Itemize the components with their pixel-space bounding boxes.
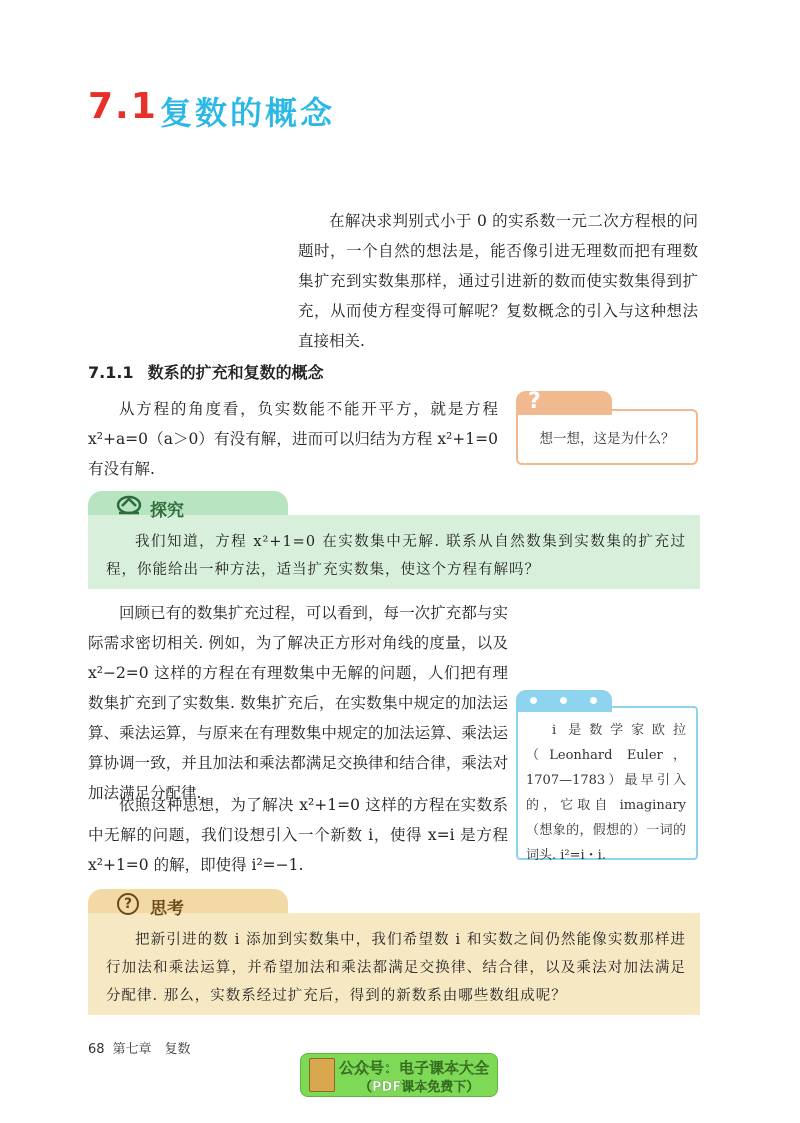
dot-icon xyxy=(560,697,567,704)
paragraph-1: 从方程的角度看，负实数能不能开平方，就是方程 x²+a=0（a＞0）有没有解，进而可以归结为方程 x²+1=0 有没有解. xyxy=(88,400,498,478)
question-box-tab xyxy=(516,391,612,415)
page-footer xyxy=(88,1038,191,1057)
question-mark-icon: ? xyxy=(528,389,541,414)
side-note-box xyxy=(516,690,698,863)
page-number: 68 xyxy=(88,1042,105,1057)
note-box-tab xyxy=(516,690,612,712)
section-number: 7.1 xyxy=(88,86,158,127)
side-question-box xyxy=(516,391,698,463)
explore-label: 探究 xyxy=(150,501,184,521)
subsection-number: 7.1.1 xyxy=(88,363,134,382)
explore-text: 我们知道，方程 x²+1=0 在实数集中无解. 联系从自然数集到实数集的扩充过程，你能给出一种方法，适当扩充实数集，使这个方程有解吗？ xyxy=(106,534,686,578)
watermark-banner xyxy=(300,1053,498,1097)
think-text: 把新引进的数 i 添加到实数集中，我们希望数 i 和实数之间仍然能像实数那样进行加法和乘法运算，并希望加法和乘法都满足交换律、结合律，以及乘法对加法满足分配律. 那么，实数系经过扩充后，得到的新数系由哪些数组成呢？ xyxy=(106,932,686,1004)
question-circle-icon: ? xyxy=(117,893,139,915)
book-icon xyxy=(309,1058,335,1092)
page-title: 复数的概念 xyxy=(160,94,336,132)
watermark-line-1: 公众号：电子课本大全 xyxy=(339,1059,490,1077)
paragraph-2: 回顾已有的数集扩充过程，可以看到，每一次扩充都与实际需求密切相关. 例如，为了解决正方形对角线的度量，以及 x²−2=0 这样的方程在有理数集中无解的问题，人们把有理数集扩充到了实数集. 数集扩充后，在实数集中规定的加法运算、乘法运算，与原来在有理数集中规定的加法运算、乘法运算协调一致，并且加法和乘法都满足交换律和结合律，乘法对加法满足分配律. xyxy=(88,604,508,802)
dot-icon xyxy=(590,697,597,704)
think-label: 思考 xyxy=(150,899,184,919)
note-text: i 是数学家欧拉（Leonhard Euler，1707—1783）最早引入的，它取自 imaginary（想象的，假想的）一词的词头. i²=i・i. xyxy=(526,723,686,863)
dot-icon xyxy=(530,697,537,704)
intro-paragraph: 在解决求判别式小于 0 的实系数一元二次方程根的问题时，一个自然的想法是，能否像引进无理数而把有理数集扩充到实数集那样，通过引进新的数而使实数集得到扩充，从而使方程变得可解呢？复数概念的引入与这种想法直接相关. xyxy=(298,212,698,350)
explore-icon xyxy=(116,494,142,516)
chapter-label: 第七章 复数 xyxy=(112,1042,191,1057)
paragraph-3: 依照这种思想，为了解决 x²+1=0 这样的方程在实数系中无解的问题，我们设想引入一个新数 i，使得 x=i 是方程 x²+1=0 的解，即使得 i²=−1. xyxy=(88,796,508,874)
question-box-text: 想一想，这是为什么？ xyxy=(539,431,675,447)
subsection-heading xyxy=(88,360,324,383)
watermark-line-2: （PDF课本免费下） xyxy=(359,1080,480,1095)
subsection-title: 数系的扩充和复数的概念 xyxy=(147,363,324,382)
